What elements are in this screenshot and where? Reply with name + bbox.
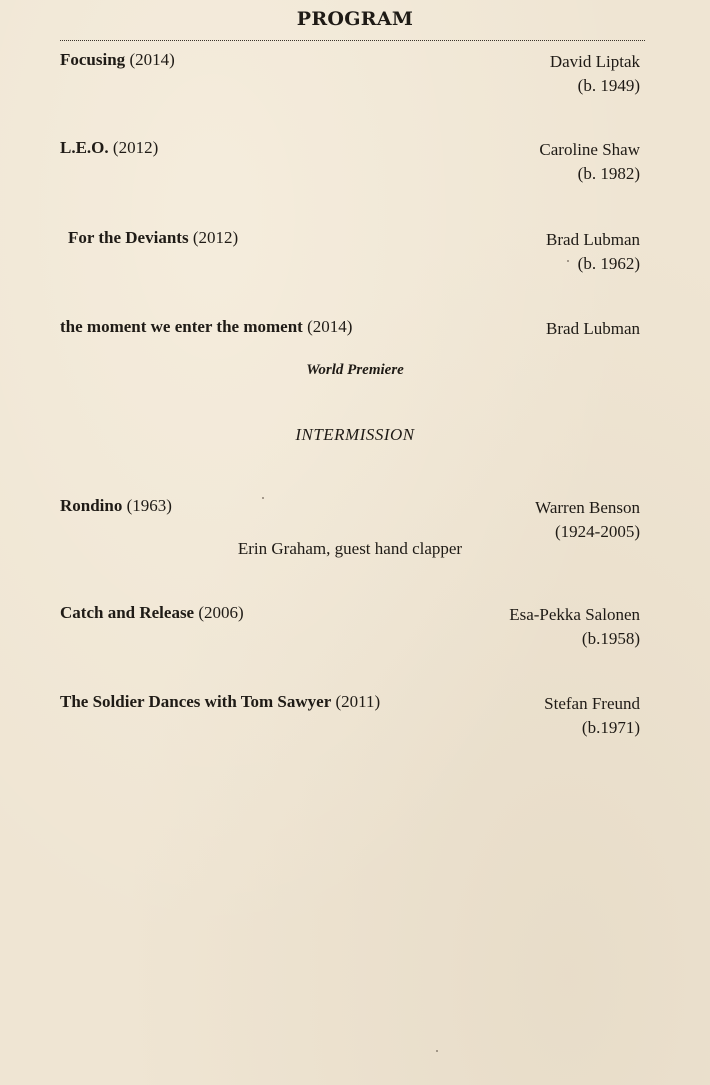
program-entry-3 — [60, 228, 640, 298]
work-year: (2012) — [112, 138, 159, 157]
work-year: (2014) — [307, 317, 353, 336]
work-title-line — [60, 50, 175, 70]
work-year: (2014) — [129, 50, 175, 69]
work-title-line — [60, 692, 380, 712]
work-title-line — [60, 496, 172, 516]
work-title-line — [60, 138, 158, 158]
work-name: Focusing — [60, 50, 126, 69]
work-name: L.E.O. — [60, 138, 109, 157]
program-title: PROGRAM — [296, 8, 414, 30]
composer-name: Brad Lubman — [546, 319, 640, 338]
composer-name: David Liptak — [549, 52, 640, 71]
work-year: (2011) — [335, 692, 381, 711]
work-name: Catch and Release — [60, 603, 195, 622]
work-title-line — [68, 228, 238, 248]
guest-performer-note: Erin Graham, guest hand clapper — [237, 539, 463, 558]
composer-block — [539, 138, 640, 186]
composer-name: Caroline Shaw — [539, 140, 640, 159]
work-year: (1963) — [126, 496, 172, 515]
composer-block — [546, 228, 640, 276]
intermission-label: INTERMISSION — [295, 425, 415, 444]
program-entry-7 — [60, 692, 640, 762]
work-title-line — [60, 603, 244, 623]
composer-name: Brad Lubman — [546, 230, 640, 249]
composer-dates: (b.1958) — [581, 629, 640, 648]
composer-name: Warren Benson — [535, 498, 640, 517]
composer-dates: (b. 1962) — [577, 254, 640, 273]
composer-block — [546, 317, 640, 341]
paper-speck — [262, 497, 264, 499]
composer-name: Esa-Pekka Salonen — [509, 605, 640, 624]
work-title-line — [60, 317, 352, 337]
work-year: (2006) — [198, 603, 244, 622]
work-name: Rondino — [60, 496, 123, 515]
composer-dates: (1924-2005) — [555, 522, 640, 541]
composer-block — [550, 50, 640, 98]
composer-block — [535, 496, 640, 544]
program-entry-1 — [60, 50, 640, 120]
program-entry-2 — [60, 138, 640, 208]
composer-name: Stefan Freund — [544, 694, 640, 713]
paper-speck — [567, 260, 569, 262]
composer-dates: (b. 1949) — [577, 76, 640, 95]
dotted-divider — [60, 40, 645, 41]
paper-speck — [436, 1050, 438, 1052]
composer-dates: (b.1971) — [581, 718, 640, 737]
program-entry-6 — [60, 603, 640, 673]
world-premiere-note: World Premiere — [306, 362, 404, 378]
work-name: The Soldier Dances with Tom Sawyer — [60, 692, 332, 711]
composer-block — [509, 603, 640, 651]
work-name: For the Deviants — [68, 228, 189, 247]
composer-dates: (b. 1982) — [577, 164, 640, 183]
composer-block — [544, 692, 640, 740]
work-name: the moment we enter the moment — [60, 317, 303, 336]
work-year: (2012) — [192, 228, 239, 247]
